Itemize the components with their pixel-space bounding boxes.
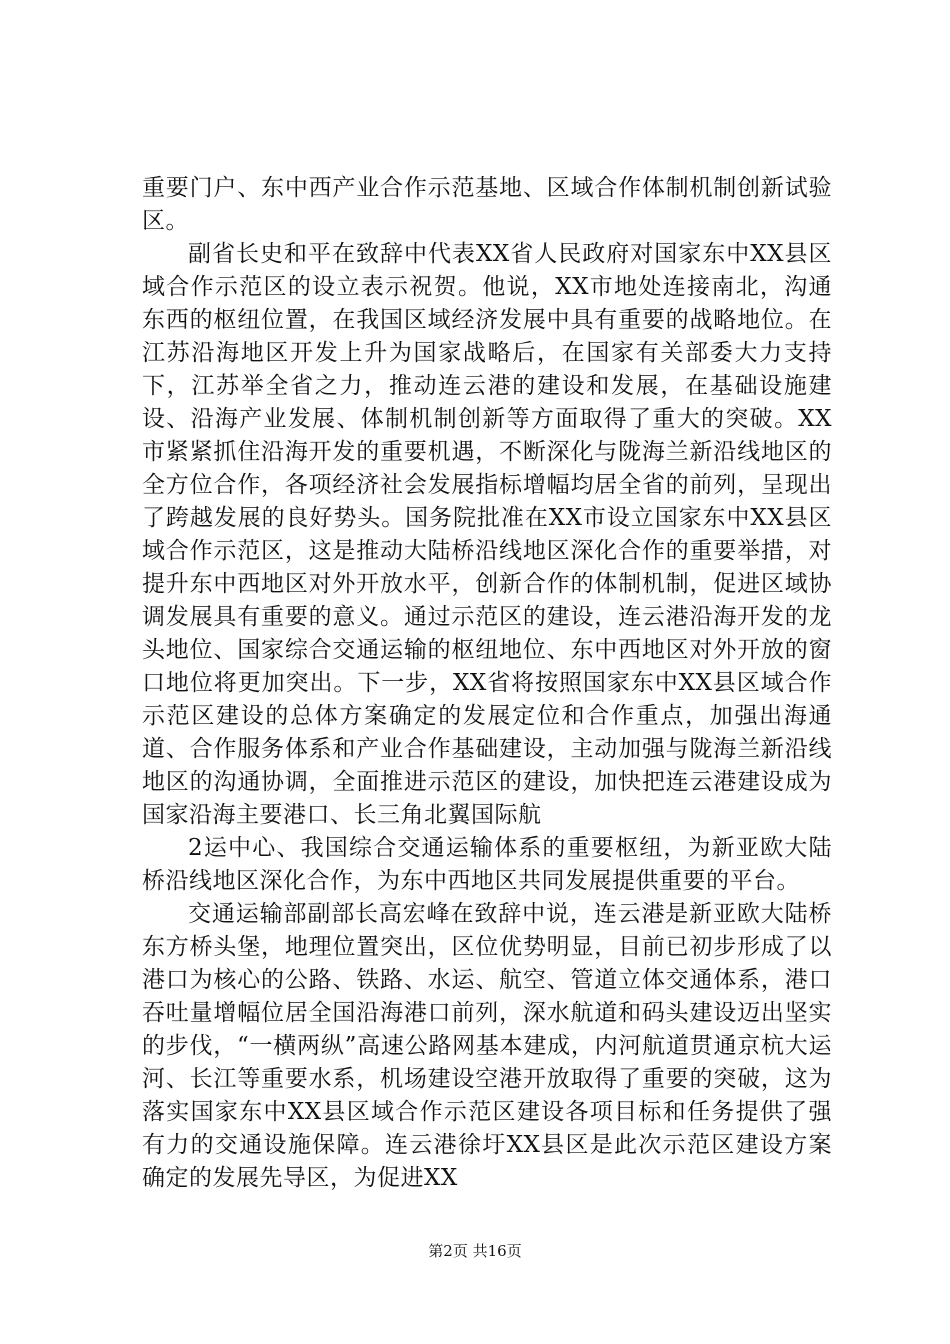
document-body [142,172,832,1195]
page-number-footer: 第2页 共16页 [428,1242,522,1260]
paragraph-2: 副省长史和平在致辞中代表XX省人民政府对国家东中XX县区域合作示范区的设立表示祝贺。他说，XX市地处连接南北，沟通东西的枢纽位置，在我国区域经济发展中具有重要的战略地位。在江苏沿海地区开发上升为国家战略后，在国家有关部委大力支持下，江苏举全省之力，推动连云港的建设和发展，在基础设施建设、沿海产业发展、体制机制创新等方面取得了重大的突破。XX市紧紧抓住沿海开发的重要机遇，不断深化与陇海兰新沿线地区的全方位合作，各项经济社会发展指标增幅均居全省的前列，呈现出了跨越发展的良好势头。国务院批准在XX市设立国家东中XX县区域合作示范区，这是推动大陆桥沿线地区深化合作的重要举措，对提升东中西地区对外开放水平，创新合作的体制机制，促进区域协调发展具有重要的意义。通过示范区的建设，连云港沿海开发的龙头地位、国家综合交通运输的枢纽地位、东中西地区对外开放的窗口地位将更加突出。下一步，XX省将按照国家东中XX县区域合作示范区建设的总体方案确定的发展定位和合作重点，加强出海通道、合作服务体系和产业合作基础建设，主动加强与陇海兰新沿线地区的沟通协调，全面推进示范区的建设，加快把连云港建设成为国家沿海主要港口、长三角北翼国际航 [142,241,832,828]
paragraph-3: 2运中心、我国综合交通运输体系的重要枢纽，为新亚欧大陆桥沿线地区深化合作，为东中西地区共同发展提供重要的平台。 [142,835,832,894]
paragraph-1: 重要门户、东中西产业合作示范基地、区域合作体制机制创新试验区。 [142,175,832,234]
paragraph-4: 交通运输部副部长高宏峰在致辞中说，连云港是新亚欧大陆桥东方桥头堡，地理位置突出，区位优势明显，目前已初步形成了以港口为核心的公路、铁路、水运、航空、管道立体交通体系，港口吞吐量增幅位居全国沿海港口前列，深水航道和码头建设迈出坚实的步伐，“一横两纵”高速公路网基本建成，内河航道贯通京杭大运河、长江等重要水系，机场建设空港开放取得了重要的突破，这为落实国家东中XX县区域合作示范区建设各项目标和任务提供了强有力的交通设施保障。连云港徐圩XX县区是此次示范区建设方案确定的发展先导区，为促进XX [142,901,832,1191]
